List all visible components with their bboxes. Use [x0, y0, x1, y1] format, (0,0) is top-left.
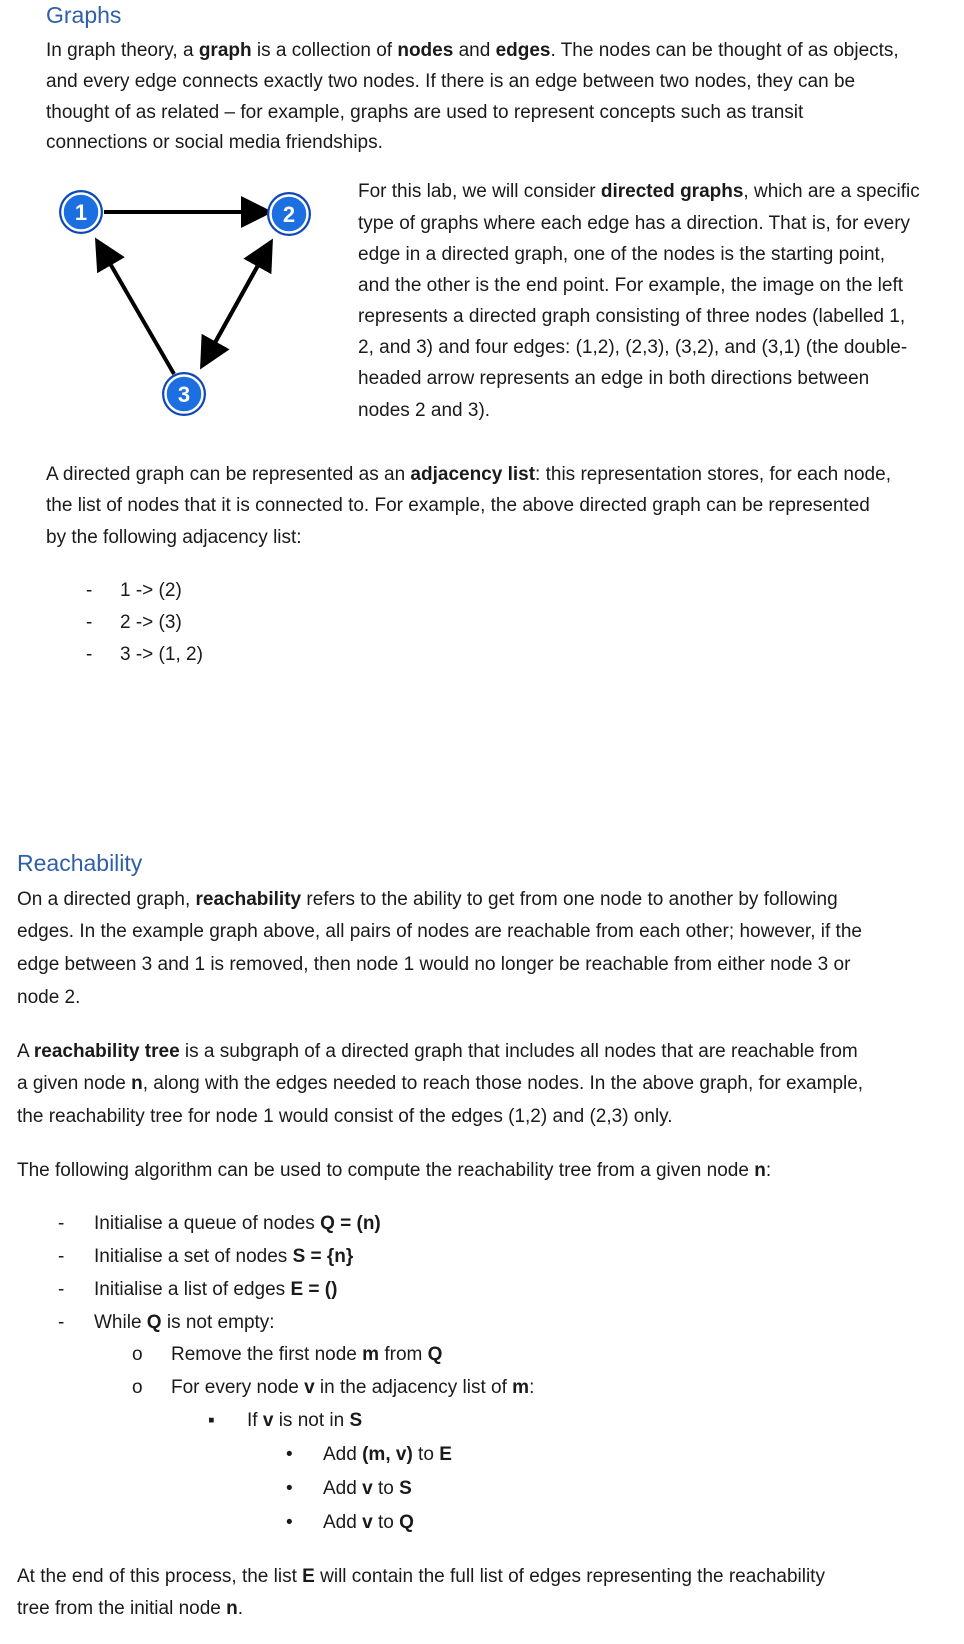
bold-term: Q: [427, 1344, 443, 1365]
bold-term: reachability: [195, 889, 302, 910]
algorithm-step: Initialise a list of edges E = (): [94, 1279, 338, 1300]
list-bullet-dash: -: [86, 580, 93, 601]
list-bullet-square: ▪: [208, 1410, 215, 1431]
algorithm-step: Initialise a queue of nodes Q = (n): [94, 1213, 381, 1234]
algorithm-substep: Remove the first node m from Q: [171, 1344, 443, 1365]
text-line: At the end of this process, the list E will contain the full list of edges representing the reachability: [17, 1566, 825, 1587]
text-line: and every edge connects exactly two nodes. If there is an edge between two nodes, they can be: [46, 71, 856, 92]
list-bullet-dash: -: [86, 644, 93, 665]
text-line: On a directed graph, reachability refers to the ability to get from one node to another by following: [17, 889, 838, 910]
list-bullet-dash: -: [58, 1279, 65, 1300]
text-line: type of graphs where each edge has a direction. That is, for every: [358, 213, 911, 234]
list-bullet-dot: •: [286, 1478, 293, 1499]
text-line: edges. In the example graph above, all pairs of nodes are reachable from each other; however, if the: [17, 921, 862, 942]
bold-term: graph: [198, 40, 252, 61]
bold-term: Q = (n): [320, 1213, 381, 1234]
node-1: [59, 190, 103, 234]
algorithm-intro: The following algorithm can be used to compute the reachability tree from a given node n:: [17, 1160, 772, 1181]
text-line: the reachability tree for node 1 would consist of the edges (1,2) and (2,3) only.: [17, 1106, 673, 1127]
text-line: 2, and 3) and four edges: (1,2), (2,3), (3,2), and (3,1) (the double-: [358, 337, 908, 358]
node-2: [267, 192, 311, 236]
bold-term: n: [131, 1073, 143, 1094]
text-line: In graph theory, a graph is a collection of nodes and edges. The nodes can be thought of as objects,: [46, 40, 899, 61]
algorithm-action: Add v to Q: [323, 1512, 414, 1533]
algorithm-condition: If v is not in S: [247, 1410, 363, 1431]
bold-term: Q: [399, 1512, 414, 1533]
text-line: tree from the initial node n.: [17, 1598, 244, 1619]
list-item: 3 -> (1, 2): [120, 644, 203, 665]
list-bullet-dash: -: [58, 1213, 65, 1234]
node-3: [162, 372, 206, 416]
list-item: 2 -> (3): [120, 612, 182, 633]
text-line: connections or social media friendships.: [46, 132, 383, 153]
text-line: A reachability tree is a subgraph of a directed graph that includes all nodes that are reachable from: [17, 1041, 858, 1062]
text-line: edge between 3 and 1 is removed, then node 1 would no longer be reachable from either node 3 or: [17, 954, 851, 975]
section-heading-graphs: Graphs: [46, 2, 122, 28]
text-line: the list of nodes that it is connected to. For example, the above directed graph can be represented: [46, 495, 870, 516]
list-bullet-dash: -: [58, 1312, 65, 1333]
text-line: and the other is the end point. For example, the image on the left: [358, 275, 904, 296]
list-bullet-circle: o: [132, 1377, 143, 1398]
bold-term: n: [226, 1598, 238, 1619]
bold-term: n: [754, 1160, 766, 1181]
node-3-label: 3: [177, 382, 191, 407]
bold-term: nodes: [397, 40, 454, 61]
bold-term: reachability tree: [33, 1041, 180, 1062]
directed-graph-figure: [48, 178, 338, 428]
bold-term: edges: [495, 40, 551, 61]
algorithm-step: Initialise a set of nodes S = {n}: [94, 1246, 354, 1267]
edge-3-1: [97, 241, 174, 374]
bold-term: E: [302, 1566, 315, 1587]
text-line: thought of as related – for example, graphs are used to represent concepts such as transit: [46, 102, 804, 123]
node-2-label: 2: [282, 202, 296, 227]
bold-term: v: [262, 1410, 274, 1431]
bold-term: S: [399, 1478, 412, 1499]
text-line: headed arrow represents an edge in both directions between: [358, 368, 870, 389]
bold-term: adjacency list: [410, 464, 536, 485]
algorithm-action: Add v to S: [323, 1478, 412, 1499]
text-line: For this lab, we will consider directed graphs, which are a specific: [358, 181, 920, 202]
text-line: nodes 2 and 3).: [358, 400, 491, 421]
bold-term: (m, v): [362, 1444, 413, 1465]
list-item: 1 -> (2): [120, 580, 182, 601]
bold-term: m: [362, 1344, 380, 1365]
text-line: edge in a directed graph, one of the nodes is the starting point,: [358, 244, 886, 265]
bold-term: v: [362, 1478, 373, 1499]
edge-3-2: [202, 242, 271, 366]
bold-term: directed graphs: [600, 181, 744, 202]
text-line: by the following adjacency list:: [46, 527, 302, 548]
bold-term: v: [362, 1512, 373, 1533]
list-bullet-dot: •: [286, 1444, 293, 1465]
list-bullet-dot: •: [286, 1512, 293, 1533]
list-bullet-circle: o: [132, 1344, 143, 1365]
section-heading-reachability: Reachability: [17, 850, 143, 876]
bold-term: E = (): [290, 1279, 338, 1300]
bold-term: m: [512, 1377, 530, 1398]
algorithm-action: Add (m, v) to E: [323, 1444, 452, 1465]
node-1-label: 1: [74, 200, 88, 225]
list-bullet-dash: -: [58, 1246, 65, 1267]
list-bullet-dash: -: [86, 612, 93, 633]
bold-term: Q: [146, 1312, 162, 1333]
bold-term: E: [439, 1444, 452, 1465]
bold-term: S: [349, 1410, 363, 1431]
text-line: A directed graph can be represented as an adjacency list: this representation stores, for each node,: [46, 464, 891, 485]
algorithm-substep: For every node v in the adjacency list of m:: [171, 1377, 535, 1398]
bold-term: S = {n}: [292, 1246, 354, 1267]
text-line: a given node n, along with the edges needed to reach those nodes. In the above graph, for example,: [17, 1073, 864, 1094]
algorithm-step: While Q is not empty:: [94, 1312, 275, 1333]
text-line: represents a directed graph consisting of three nodes (labelled 1,: [358, 306, 906, 327]
text-line: node 2.: [17, 987, 81, 1008]
bold-term: v: [304, 1377, 315, 1398]
